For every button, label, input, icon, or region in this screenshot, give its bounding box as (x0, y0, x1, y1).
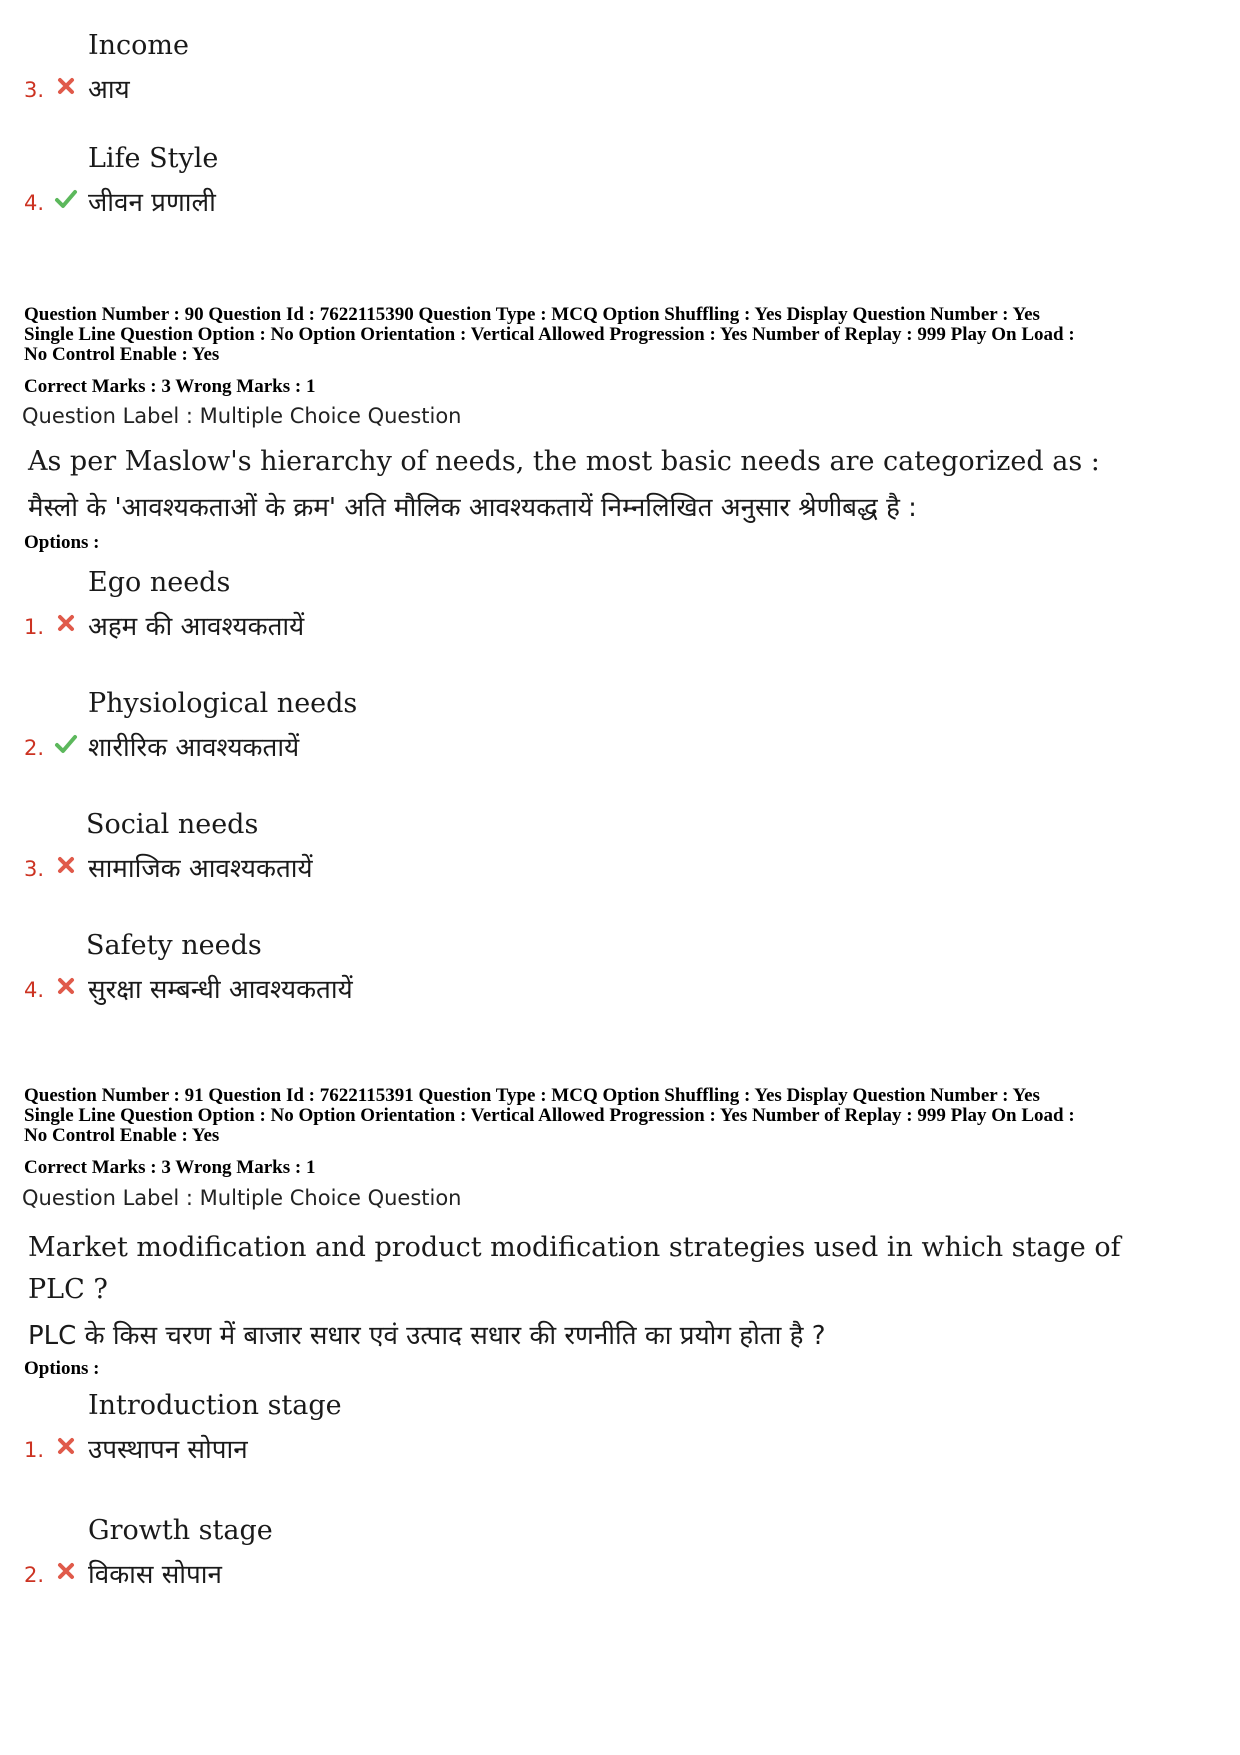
check-icon (54, 187, 78, 211)
marks-info: Correct Marks : 3 Wrong Marks : 1 (24, 376, 316, 397)
option-number: 4. (24, 978, 45, 1002)
meta-line: Question Number : 90 Question Id : 7622115390 Question Type : MCQ Option Shuffling : Yes Display Question Number : Yes (24, 304, 1040, 325)
option-text-en: Introduction stage (88, 1390, 342, 1421)
option-number: 1. (24, 615, 45, 639)
option-item (0, 809, 1240, 899)
question-text-en: As per Maslow's hierarchy of needs, the most basic needs are categorized as : (28, 446, 1100, 477)
cross-icon (54, 74, 78, 98)
meta-line: Single Line Question Option : No Option Orientation : Vertical Allowed Progression : Yes Number of Replay : 999 Play On Load : (24, 324, 1075, 345)
option-item (0, 1390, 1240, 1480)
option-text-en: Growth stage (88, 1515, 273, 1546)
option-text-en: Social needs (86, 809, 259, 840)
cross-icon (54, 974, 78, 998)
options-heading: Options : (24, 532, 100, 553)
question-label: Question Label : Multiple Choice Question (22, 404, 462, 428)
option-number: 2. (24, 1563, 45, 1587)
question-meta (24, 305, 1224, 365)
marks-info: Correct Marks : 3 Wrong Marks : 1 (24, 1157, 316, 1178)
options-heading: Options : (24, 1358, 100, 1379)
option-text-hi: विकास सोपान (88, 1560, 222, 1590)
option-text-hi: जीवन प्रणाली (88, 188, 216, 218)
option-item (0, 930, 1240, 1020)
option-number: 3. (24, 857, 45, 881)
cross-icon (54, 1434, 78, 1458)
cross-icon (54, 853, 78, 877)
option-number: 1. (24, 1438, 45, 1462)
cross-icon (54, 611, 78, 635)
option-text-hi: सुरक्षा सम्बन्धी आवश्यकतायें (88, 975, 353, 1005)
option-item (0, 30, 1240, 120)
option-item (0, 688, 1240, 778)
option-text-hi: अहम की आवश्यकतायें (88, 612, 305, 642)
question-text-hi: मैस्लो के 'आवश्यकताओं के क्रम' अति मौलिक आवश्यकतायें निम्नलिखित अनुसार श्रेणीबद्ध है : (28, 493, 917, 523)
question-text-en: PLC ? (28, 1274, 108, 1305)
meta-line: Single Line Question Option : No Option Orientation : Vertical Allowed Progression : Yes Number of Replay : 999 Play On Load : (24, 1105, 1075, 1126)
option-item (0, 567, 1240, 657)
option-text-en: Safety needs (86, 930, 262, 961)
option-item (0, 1515, 1240, 1605)
cross-icon (54, 1559, 78, 1583)
option-text-hi: सामाजिक आवश्यकतायें (88, 854, 313, 884)
check-icon (54, 732, 78, 756)
question-text-hi: PLC के किस चरण में बाजार सधार एवं उत्पाद सधार की रणनीति का प्रयोग होता है ? (28, 1321, 826, 1351)
option-text-hi: शारीरिक आवश्यकतायें (88, 733, 300, 763)
meta-line: No Control Enable : Yes (24, 1125, 220, 1146)
option-text-hi: आय (88, 75, 130, 105)
question-text-en: Market modification and product modification strategies used in which stage of (28, 1232, 1121, 1263)
option-number: 2. (24, 736, 45, 760)
question-meta (24, 1086, 1224, 1146)
option-number: 4. (24, 191, 45, 215)
option-text-en: Physiological needs (88, 688, 358, 719)
meta-line: Question Number : 91 Question Id : 7622115391 Question Type : MCQ Option Shuffling : Yes Display Question Number : Yes (24, 1085, 1040, 1106)
option-text-en: Income (88, 30, 190, 61)
option-text-en: Life Style (88, 143, 219, 174)
option-number: 3. (24, 78, 45, 102)
meta-line: No Control Enable : Yes (24, 344, 220, 365)
option-text-hi: उपस्थापन सोपान (88, 1435, 248, 1465)
question-label: Question Label : Multiple Choice Question (22, 1186, 462, 1210)
option-text-en: Ego needs (88, 567, 231, 598)
option-item (0, 143, 1240, 233)
